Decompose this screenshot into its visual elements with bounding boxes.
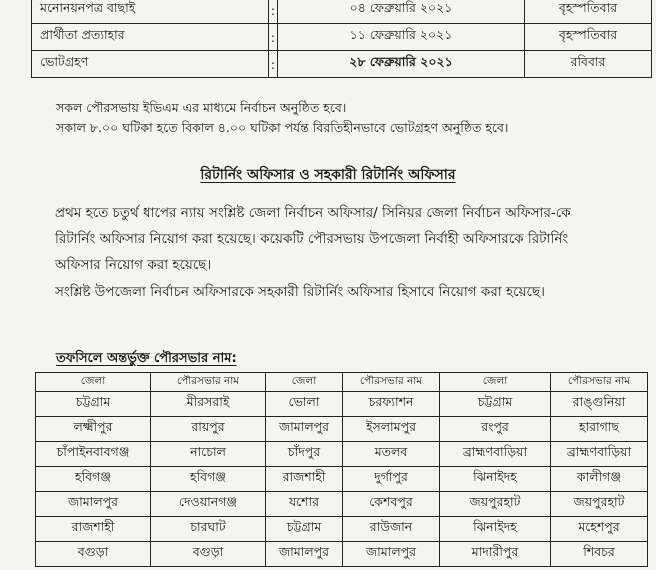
- municipality-cell: মীরসরাই: [151, 392, 266, 417]
- table-row: [36, 417, 648, 442]
- municipality-cell: ইসলামপুর: [343, 417, 440, 442]
- municipality-cell: ব্রাহ্মণবাড়িয়া: [551, 442, 648, 467]
- district-cell: ব্রাহ্মণবাড়িয়া: [440, 442, 551, 467]
- paragraph-returning-officer: প্রথম হতে চতুর্থ ধাপের ন্যায় সংশ্লিষ্ট জেলা নির্বাচন অফিসার/ সিনিয়র জেলা নির্বাচন অফিসার-কে রিটার্নিং অফিসার নিয়োগ করা হয়েছে। কয়েকটি পৌরসভায় উপজেলা নির্বাহী অফিসারকে রিটার্নিং অফিসার নিয়োগ করা হয়েছে।: [55, 205, 571, 273]
- municipality-cell: চারঘাট: [151, 517, 266, 542]
- municipality-cell: মতলব: [343, 442, 440, 467]
- column-header-municipality: পৌরসভার নাম: [551, 373, 648, 392]
- paragraph-assistant-officer: সংশ্লিষ্ট উপজেলা নির্বাচন অফিসারকে সহকারী রিটার্নিং অফিসার হিসাবে নিয়োগ করা হয়েছে।: [55, 284, 545, 300]
- schedule-day: রবিবার: [525, 51, 652, 78]
- table-body: [36, 392, 648, 567]
- table-row: [36, 542, 648, 567]
- note-evm: সকল পৌরসভায় ইভিএম এর মাধ্যমে নির্বাচন অনুষ্ঠিত হবে।: [56, 100, 347, 115]
- district-cell: হবিগঞ্জ: [36, 467, 151, 492]
- column-header-municipality: পৌরসভার নাম: [343, 373, 440, 392]
- municipality-cell: হবিগঞ্জ: [151, 467, 266, 492]
- municipality-cell: মহেশপুর: [551, 517, 648, 542]
- municipality-cell: বগুড়া: [151, 542, 266, 567]
- schedule-label: প্রার্থীতা প্রত্যাহার: [32, 24, 269, 51]
- district-cell: চট্টগ্রাম: [440, 392, 551, 417]
- district-cell: জামালপুর: [266, 542, 343, 567]
- municipality-cell: রায়পুর: [151, 417, 266, 442]
- schedule-date: ০৪ ফেব্রুয়ারি ২০২১: [278, 0, 525, 24]
- district-cell: ঝিনাইদহ: [440, 517, 551, 542]
- schedule-date: ২৮ ফেব্রুয়ারি ২০২১: [278, 51, 525, 78]
- schedule-row: [32, 24, 652, 51]
- district-cell: রংপুর: [440, 417, 551, 442]
- municipality-cell: কেশবপুর: [343, 492, 440, 517]
- schedule-row: [32, 51, 652, 78]
- municipality-cell: জামালপুর: [343, 542, 440, 567]
- district-cell: বগুড়া: [36, 542, 151, 567]
- municipality-cell: রাঙ্গুনিয়া: [551, 392, 648, 417]
- district-cell: চাঁদপুর: [266, 442, 343, 467]
- municipality-cell: হারাগাছ: [551, 417, 648, 442]
- section-heading-text: রিটার্নিং অফিসার ও সহকারী রিটার্নিং অফিসার: [200, 167, 456, 183]
- municipality-cell: দুর্গাপুর: [343, 467, 440, 492]
- table-row: [36, 492, 648, 517]
- table-title-text: তফসিলে অন্তর্ভুক্ত পৌরসভার নাম:: [56, 351, 237, 366]
- column-header-district: জেলা: [440, 373, 551, 392]
- column-header-district: জেলা: [36, 373, 151, 392]
- schedule-date: ১১ ফেব্রুয়ারি ২০২১: [278, 24, 525, 51]
- schedule-day: বৃহস্পতিবার: [525, 24, 652, 51]
- municipality-cell: নাচোল: [151, 442, 266, 467]
- district-cell: ঝিনাইদহ: [440, 467, 551, 492]
- district-cell: চাঁপাইনবাবগঞ্জ: [36, 442, 151, 467]
- municipality-cell: শিবচর: [551, 542, 648, 567]
- election-schedule-table: [31, 0, 652, 78]
- schedule-colon: :: [269, 51, 278, 78]
- district-cell: যশোর: [266, 492, 343, 517]
- schedule-day: বৃহস্পতিবার: [525, 0, 652, 24]
- column-header-municipality: পৌরসভার নাম: [151, 373, 266, 392]
- district-cell: রাজশাহী: [36, 517, 151, 542]
- schedule-colon: :: [269, 24, 278, 51]
- district-cell: জামালপুর: [36, 492, 151, 517]
- district-cell: চট্টগ্রাম: [266, 517, 343, 542]
- municipality-cell: দেওয়ানগঞ্জ: [151, 492, 266, 517]
- district-cell: চট্টগ্রাম: [36, 392, 151, 417]
- table-row: [36, 442, 648, 467]
- schedule-label: মনোনয়নপত্র বাছাই: [32, 0, 269, 24]
- district-cell: ভোলা: [266, 392, 343, 417]
- schedule-body: [32, 0, 652, 78]
- municipality-cell: রাউজান: [343, 517, 440, 542]
- municipality-cell: কালীগঞ্জ: [551, 467, 648, 492]
- district-cell: জয়পুরহাট: [440, 492, 551, 517]
- column-header-district: জেলা: [266, 373, 343, 392]
- district-cell: জামালপুর: [266, 417, 343, 442]
- municipality-table: [35, 372, 648, 567]
- table-row: [36, 467, 648, 492]
- table-header-row: [36, 373, 648, 392]
- schedule-label: ভোটগ্রহণ: [32, 51, 269, 78]
- section-heading: [0, 163, 656, 187]
- table-title: [56, 349, 237, 370]
- district-cell: লক্ষ্মীপুর: [36, 417, 151, 442]
- district-cell: মাদারীপুর: [440, 542, 551, 567]
- municipality-cell: চরফ্যাশন: [343, 392, 440, 417]
- table-row: [36, 392, 648, 417]
- note-voting-hours: সকাল ৮.০০ ঘটিকা হতে বিকাল ৪.০০ ঘটিকা পর্যন্ত বিরতিহীনভাবে ভোটগ্রহণ অনুষ্ঠিত হবে।: [56, 120, 509, 135]
- district-cell: রাজশাহী: [266, 467, 343, 492]
- schedule-colon: :: [269, 0, 278, 24]
- schedule-row: [32, 0, 652, 24]
- municipality-cell: জয়পুরহাট: [551, 492, 648, 517]
- table-row: [36, 517, 648, 542]
